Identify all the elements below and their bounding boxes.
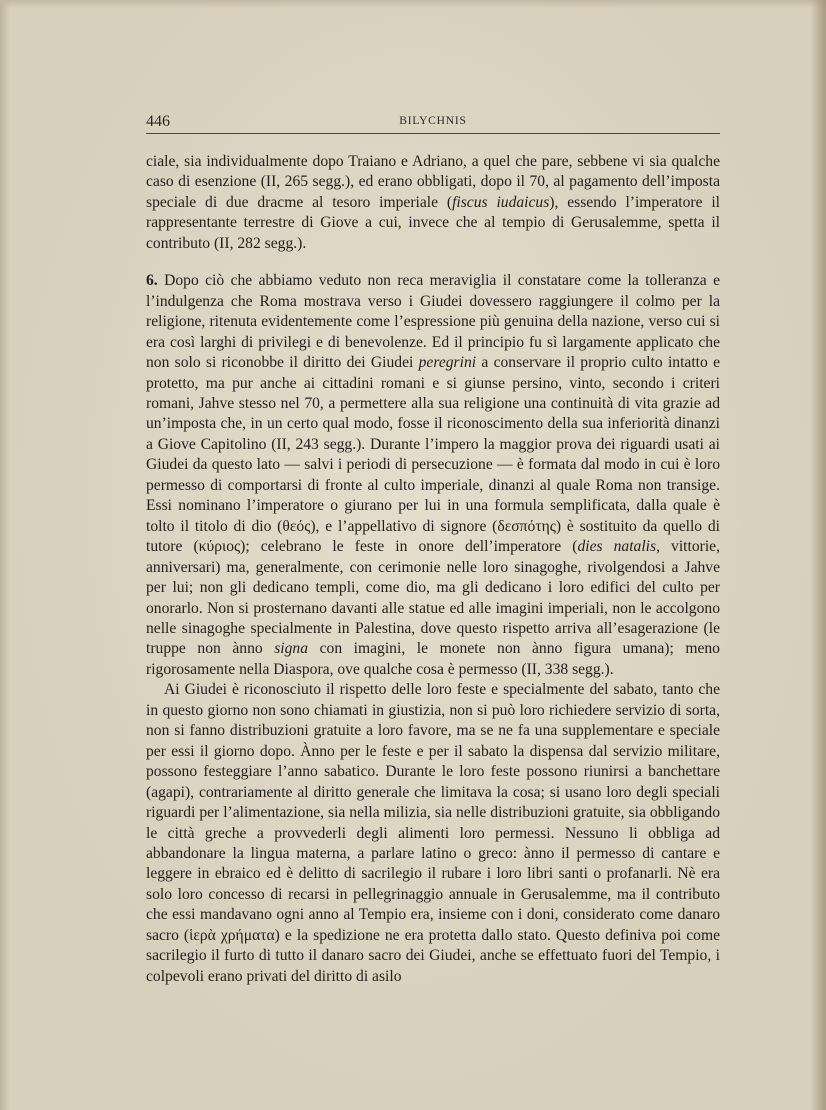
paragraph-3 — [146, 680, 720, 987]
header-rule — [146, 133, 720, 134]
italic-term: signa — [274, 640, 309, 658]
paragraph-2 — [146, 271, 720, 680]
page-header — [146, 113, 720, 135]
page-number: 446 — [146, 113, 170, 130]
text-run: a conservare il proprio culto intatto e protetto, ma pur anche ai cittadini romani e si giunse persino, vinto, secondo i criteri romani, Jahve stesso nel 70, a permettere alla sua religione una continuità di vita grazie ad un’imposta che, in un certo qual modo, fosse il riconoscimento della sua inferiorità dinanzi a Giove Capitolino (II, 243 segg.). Durante l’impero la maggior prova dei riguardi usati ai Giudei da questo lato — salvi i periodi di persecuzione — è formata dal modo in cui è loro permesso di comportarsi di fronte al culto imperiale, dinanzi al quale Roma non transige. Essi nominano l’imperatore o giurano per lui in una formula semplificata, dalla quale è tolto il titolo di dio (θεός), e l’appellativo di signore (δεσπότης) è sostituito da quello di tutore (κύριος); celebrano le feste in onore dell’imperatore ( — [146, 354, 720, 556]
section-number: 6. — [146, 272, 158, 290]
running-head: BILYCHNIS — [399, 115, 467, 127]
text-run: con imagini, le monete non ànno figura umana); meno rigorosamente nella Diaspora, ove qualche cosa è permesso (II, 338 segg.). — [146, 640, 720, 678]
italic-term: dies natalis, — [577, 538, 660, 556]
text-run: ciale, sia individualmente dopo Traiano e Adriano, a quel che pare, sebbene vi sia qualche caso di esenzione (II, 265 segg.), ed erano obbligati, dopo il 70, al pagamento dell’imposta speciale di due dracme al tesoro imperiale ( — [146, 153, 720, 211]
page-top-edge — [0, 0, 826, 8]
italic-term: peregrini — [418, 354, 477, 372]
body-text — [146, 152, 720, 987]
text-run: ), essendo l’imperatore il rappresentante terrestre di Giove a cui, invece che al tempio di Gerusalemme, spetta il contributo (II, 282 segg.). — [146, 193, 721, 252]
text-run: Ai Giudei è riconosciuto il rispetto delle loro feste e specialmente del sabato, tanto che in questo giorno non sono chiamati in giustizia, non si può loro richiedere servizio di sorta, non si fanno distribuzioni gratuite a loro favore, ma se ne fa una supplementare e speciale per essi il giorno dopo. Ànno per le feste e per il sabato la dispensa dal servizio militare, possono festeggiare l’anno sabatico. Durante le loro feste possono riunirsi a banchettare (agapi), contrariamente al diritto generale che limitava la cosa; si usano loro degli speciali riguardi per l’alimentazione, sia nella milizia, sia nelle distribuzioni gratuite, sia obbligando le città greche a provvederli degli alimenti loro permessi. Nessuno li obbliga ad abbandonare la lingua materna, a parlare latino o greco: ànno il permesso di cantare e leggere in ebraico ed è delitto di sacrilegio il rubare i loro libri santi o profanarli. Nè era solo loro concesso di recarsi in pellegrinaggio annuale in Gerusalemme, ma il contributo che essi mandavano ogni anno al Tempio era, insieme con i doni, considerato come danaro sacro (ἱερὰ χρήματα) e la spedizione ne era protetta dallo stato. Questo definiva poi come sacrilegio il furto di tutto il danaro sacro dei Giudei, anche se effettuato fuori del Tempio, i colpevoli erano privati del diritto di asilo — [146, 681, 720, 985]
text-run: Dopo ciò che abbiamo veduto non reca meraviglia il constatare come la tolleranza e l’indulgenza che Roma mostrava verso i Giudei dovessero raggiungere il colmo per la religione, ritenuta evidentemente come l’espressione più genuina della nazione, verso cui si era così larghi di privilegi e di benevolenze. Ed il principio fu sì largamente applicato che non solo si riconobbe il diritto dei Giudei — [146, 272, 720, 372]
text-run: vittorie, anniversari) ma, generalmente, con cerimonie nelle loro sinagoghe, rivolgendosi a Jahve per lui; non gli dedicano templi, come dio, ma gli dedicano i loro edifici del culto per onorarlo. Non si prosternano davanti alle statue ed alle imagini imperiali, non le accolgono nelle sinagoghe specialmente in Palestina, dove questo rispetto arriva all’esagerazione (le truppe non ànno — [146, 538, 720, 658]
paragraph-1 — [146, 152, 720, 254]
page-right-edge — [810, 0, 826, 1110]
page-left-edge — [0, 0, 10, 1110]
italic-term: fiscus iudaicus — [452, 193, 550, 211]
